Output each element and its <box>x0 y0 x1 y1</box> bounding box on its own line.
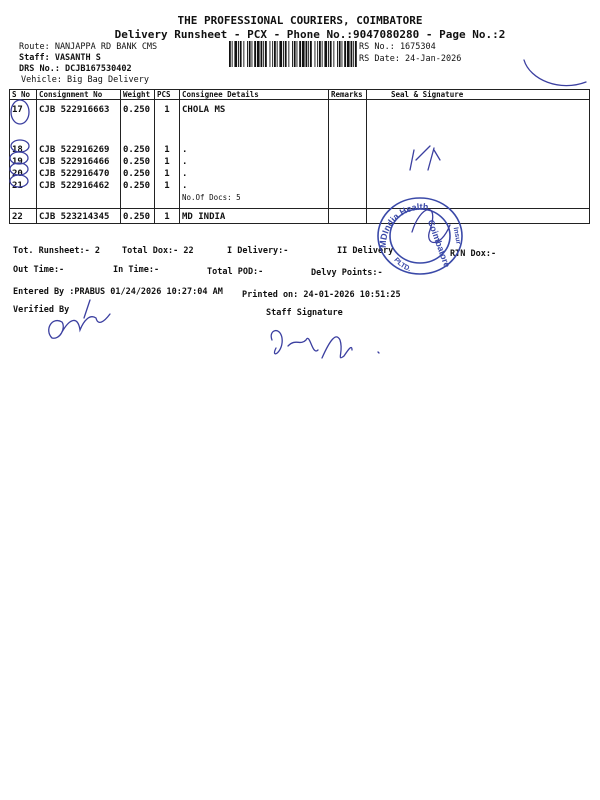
table-row <box>10 100 590 209</box>
cell-sno: 22 <box>10 209 37 224</box>
verified-by: Verified By <box>13 305 70 315</box>
cell-remarks <box>329 209 367 224</box>
barcode-bar <box>274 41 276 67</box>
delvy-points: Delvy Points:- <box>311 268 383 278</box>
barcode-bar <box>355 41 357 67</box>
barcode-bar <box>252 41 253 67</box>
no-of-docs: No.Of Docs: 5 <box>182 193 241 202</box>
rs-date: RS Date: 24-Jan-2026 <box>359 54 462 64</box>
rs-number: RS No.: 1675304 <box>359 42 436 52</box>
barcode-bar <box>257 41 260 67</box>
barcode-bar <box>229 41 231 67</box>
barcode-bar <box>324 41 327 67</box>
header-consignee: Consignee Details <box>180 90 329 100</box>
cell-weight: 0.250 <box>121 209 155 224</box>
barcode-bar <box>333 41 334 67</box>
barcode-bar <box>337 41 338 67</box>
barcode-bar <box>294 41 296 67</box>
barcode-bar <box>315 41 316 67</box>
vehicle-text: Vehicle: Big Bag Delivery <box>21 75 149 85</box>
rtn-dox: RTN Dox:- <box>450 249 497 259</box>
total-dox: Total Dox:- 22 <box>122 246 194 256</box>
entered-by: Entered By :PRABUS 01/24/2026 10:27:04 AM <box>13 287 223 297</box>
barcode-bar <box>306 41 308 67</box>
cell-pcs: 1 1 1 1 1 <box>155 100 180 209</box>
barcode-bar <box>342 41 343 67</box>
barcode-bar <box>347 41 350 67</box>
tot-runsheet: Tot. Runsheet:- 2 <box>13 246 100 256</box>
barcode-bar <box>322 41 323 67</box>
runsheet-title: Delivery Runsheet - PCX - Phone No.:9047080280 - Page No.:2 <box>114 28 506 41</box>
cell-consignment: CJB 523214345 <box>37 209 121 224</box>
barcode-bar <box>292 41 293 67</box>
company-name: THE PROFESSIONAL COURIERS, COIMBATORE <box>177 14 423 27</box>
stamp-center-text: Coimbatore <box>425 218 453 269</box>
barcode-bar <box>328 41 329 67</box>
barcode-bar <box>285 41 287 67</box>
stamp-top-text: MDIndia Health <box>377 201 429 249</box>
barcode-bar <box>240 41 242 67</box>
cell-consignee: CHOLA MS . . . . No.Of Docs: 5 <box>180 100 329 209</box>
stamp-bottom-text: PLTD. <box>392 256 412 274</box>
barcode-bar <box>317 41 318 67</box>
barcode-bar <box>283 41 284 67</box>
cell-pcs: 1 <box>155 209 180 224</box>
table-row <box>10 209 590 224</box>
total-pod: Total POD:- <box>207 267 264 277</box>
barcode-bar <box>249 41 251 67</box>
header-consignment: Consignment No <box>37 90 121 100</box>
barcode-bar <box>310 41 312 67</box>
barcode-bar <box>234 41 237 67</box>
barcode-bar <box>330 41 332 67</box>
barcode-bar <box>353 41 354 67</box>
barcode-bar <box>319 41 321 67</box>
header-remarks: Remarks <box>329 90 367 100</box>
cell-weight: 0.250 0.250 0.250 0.250 0.250 <box>121 100 155 209</box>
drs-number: DRS No.: DCJB167530402 <box>19 64 132 74</box>
ii-delivery: II Delivery <box>337 246 394 256</box>
barcode-bar <box>351 41 353 67</box>
barcode-bar <box>265 41 267 67</box>
stamp-right-text: Insur <box>451 226 462 245</box>
table-header-row <box>10 90 590 100</box>
ink-curve-top-right <box>524 60 586 86</box>
barcode-bar <box>263 41 264 67</box>
in-time: In Time:- <box>113 265 160 275</box>
barcode <box>229 41 357 67</box>
runsheet-table <box>9 89 590 224</box>
cell-consignment: CJB 522916663 CJB 522916269 CJB 522916466 CJB 522916470 CJB 522916462 <box>37 100 121 209</box>
staff-signature-label: Staff Signature <box>266 308 343 318</box>
header-weight: Weight <box>121 90 155 100</box>
header-pcs: PCS <box>155 90 180 100</box>
barcode-bar <box>232 41 233 67</box>
barcode-bar <box>261 41 263 67</box>
barcode-bar <box>339 41 341 67</box>
barcode-bar <box>299 41 301 67</box>
barcode-bar <box>270 41 271 67</box>
barcode-bar <box>297 41 298 67</box>
cell-consignee: MD INDIA <box>180 209 329 224</box>
out-time: Out Time:- <box>13 265 65 275</box>
barcode-bar <box>272 41 273 67</box>
header-seal: Seal & Signature <box>367 90 590 100</box>
route-text: Route: NANJAPPA RD BANK CMS <box>19 42 158 52</box>
barcode-bar <box>308 41 309 67</box>
i-delivery: I Delivery:- <box>227 246 289 256</box>
barcode-bar <box>254 41 256 67</box>
printed-on: Printed on: 24-01-2026 10:51:25 <box>242 290 401 300</box>
barcode-bar <box>344 41 346 67</box>
barcode-bar <box>247 41 248 67</box>
company-seal-stamp <box>372 190 468 280</box>
barcode-bar <box>277 41 278 67</box>
barcode-bar <box>279 41 282 67</box>
barcode-bar <box>238 41 239 67</box>
barcode-bar <box>288 41 289 67</box>
ink-dot <box>378 352 379 353</box>
barcode-bar <box>243 41 244 67</box>
cell-remarks <box>329 100 367 209</box>
ink-staff-signature <box>271 331 352 358</box>
header-sno: S No <box>10 90 37 100</box>
staff-text: Staff: VASANTH S <box>19 53 101 63</box>
cell-sno: 17 18 19 20 21 <box>10 100 37 209</box>
barcode-bar <box>302 41 305 67</box>
